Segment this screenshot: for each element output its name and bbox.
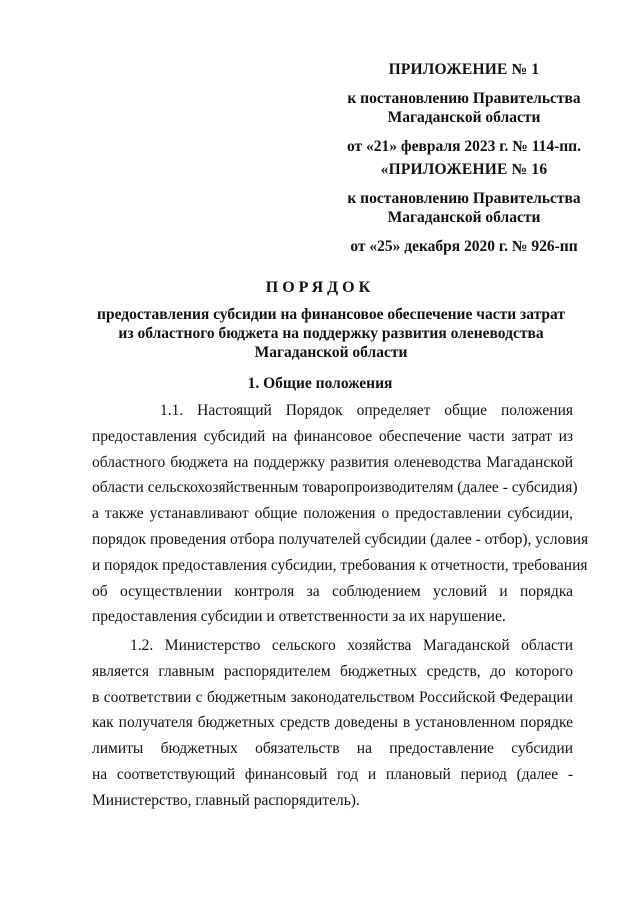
paragraph-line: является главным распорядителем бюджетных средств, до которого (92, 662, 573, 680)
paragraph-line: а также устанавливают общие положения о предоставлении субсидии, (92, 505, 573, 523)
attachment-2-header (320, 160, 608, 256)
paragraph-line: об осуществлении контроля за соблюдением условий и порядка (92, 582, 573, 600)
paragraph-line: Министерство, главный распорядитель). (92, 791, 360, 809)
paragraph-line: области сельскохозяйственным товаропроизводителям (далее - субсидия) (92, 479, 578, 497)
attachment-1-line1: к постановлению Правительства (347, 90, 581, 107)
section-heading: 1. Общие положения (247, 375, 393, 392)
paragraph-line: 1.2. Министерство сельского хозяйства Магаданской области (130, 637, 573, 654)
attachment-1-title: ПРИЛОЖЕНИЕ № 1 (388, 61, 540, 78)
attachment-2-line1: к постановлению Правительства (347, 190, 581, 207)
subtitle-line: Магаданской области (254, 344, 408, 361)
paragraph-line: как получателя бюджетных средств доведены в установленном порядке (92, 714, 573, 732)
paragraph-line: областного бюджета на поддержку развития оленеводства Магаданской (92, 453, 573, 471)
attachment-1-date: от «21» февраля 2023 г. № 114-пп. (346, 138, 581, 155)
attachment-1-line2: Магаданской области (387, 109, 541, 126)
subtitle-line: предоставления субсидии на финансовое обеспечение части затрат (97, 306, 565, 323)
paragraph-1-1 (92, 398, 589, 630)
paragraph-line: лимиты бюджетных обязательств на предоставление субсидии (92, 740, 573, 758)
paragraph-line: на соответствующий финансовый год и плановый период (далее - (92, 765, 573, 783)
subtitle-line: из областного бюджета на поддержку развития оленеводства (118, 325, 544, 342)
paragraph-line: и порядок предоставления субсидии, требования к отчетности, требования (92, 556, 588, 574)
attachment-2-line2: Магаданской области (387, 209, 541, 226)
paragraph-1-2 (92, 633, 573, 814)
paragraph-line: предоставления субсидии и ответственности за их нарушение. (92, 608, 506, 626)
document-title: ПОРЯДОК (265, 279, 375, 296)
attachment-2-date: от «25» декабря 2020 г. № 926-пп (350, 238, 578, 255)
paragraph-line: 1.1. Настоящий Порядок определяет общие положения (160, 402, 573, 419)
attachment-2-title: «ПРИЛОЖЕНИЕ № 16 (380, 161, 548, 178)
paragraph-line: порядок проведения отбора получателей субсидии (далее - отбор), условия (92, 530, 589, 548)
paragraph-line: предоставления субсидий на финансовое обеспечение части затрат из (92, 427, 573, 445)
paragraph-line: в соответствии с бюджетным законодательством Российской Федерации (92, 688, 573, 706)
document-subtitle (96, 305, 566, 362)
attachment-1-header (320, 60, 608, 156)
